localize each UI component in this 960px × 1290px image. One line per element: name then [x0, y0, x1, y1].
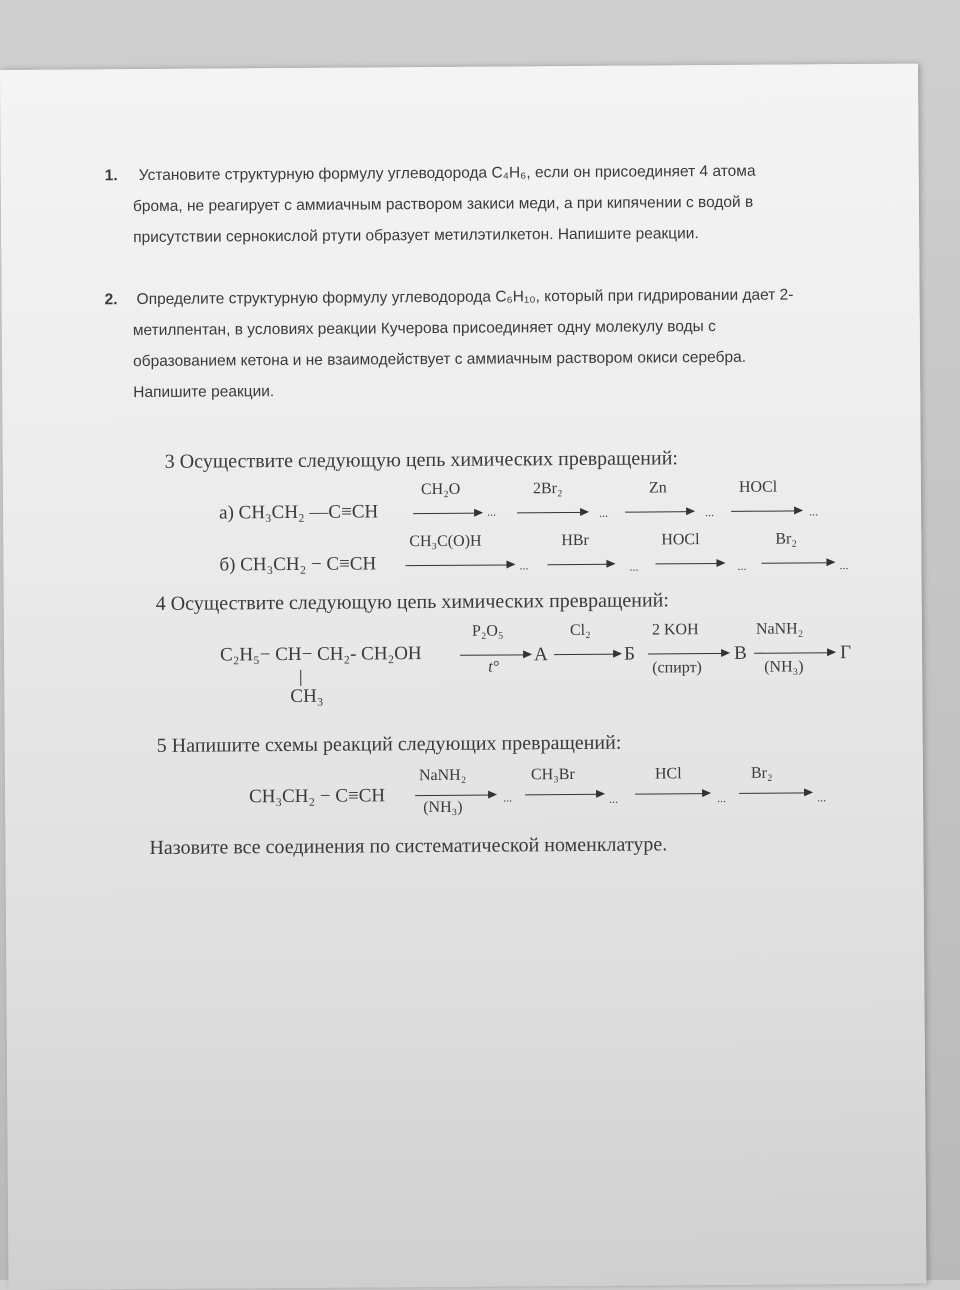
reagent-label: 2 KOH [651, 621, 699, 639]
ellipsis: ... [737, 558, 747, 573]
ellipsis: ... [717, 790, 727, 806]
reaction-arrow [731, 510, 801, 511]
product-d: Г [840, 642, 852, 664]
reaction-arrow [635, 793, 709, 795]
product-a: А [534, 644, 548, 666]
ellipsis: ... [503, 790, 513, 805]
reaction-arrow [517, 512, 587, 513]
question-2 [105, 286, 886, 421]
product-c: В [734, 642, 747, 664]
question-text-line: брома, не реагирует с аммиачным раствором закиси меди, а при кипячении с водой в [132, 193, 754, 216]
ellipsis: ... [809, 504, 819, 519]
ellipsis: ... [629, 559, 639, 574]
chain-start-compound: CH₃CH₂ − C≡CH [249, 785, 386, 808]
condition-label: (спирт) [652, 659, 702, 677]
question-4-heading: 4 Осуществите следующую цепь химических превращений: [155, 589, 669, 615]
branch-group: CH₃ [290, 685, 324, 707]
reagent-label: 2Br₂ [532, 480, 563, 498]
reagent-label: Cl₂ [569, 621, 591, 640]
reagent-label: P₂O₅ [471, 622, 504, 640]
ellipsis: ... [519, 558, 529, 573]
chain-b-start: б) CH₃CH₂ − C≡CH [219, 553, 377, 576]
reagent-label: Zn [648, 479, 667, 497]
question-5-heading: 5 Напишите схемы реакций следующих превращений: [156, 731, 622, 757]
reaction-arrow [554, 654, 620, 655]
product-b: Б [624, 643, 636, 665]
question-text-line: присутствии сернокислой ртути образует метилэтилкетон. Напишите реакции. [133, 225, 699, 247]
reagent-label: CH₃C(O)H [409, 532, 482, 551]
question-text-line: Определите структурную формулу углеводорода C₆H₁₀, который при гидрировании дает 2- [136, 286, 794, 309]
question-number: 1. [104, 167, 118, 185]
reaction-arrow [625, 511, 693, 512]
ellipsis: ... [487, 504, 497, 519]
worksheet-page [0, 64, 926, 1290]
reagent-label: CH₂O [420, 480, 461, 499]
reagent-label: HCl [654, 765, 682, 783]
reaction-arrow [739, 792, 811, 794]
reagent-label: Br₂ [775, 530, 797, 548]
question-1 [105, 162, 866, 267]
ellipsis: ... [609, 791, 619, 806]
reagent-label: HOCl [661, 531, 700, 549]
reagent-label: HOCl [738, 478, 778, 496]
ellipsis: ... [839, 558, 849, 573]
ellipsis: ... [599, 505, 609, 520]
question-3-heading: 3 Осуществите следующую цепь химических превращений: [164, 447, 678, 473]
reaction-arrow [754, 652, 834, 654]
reagent-label: NaNH₂ [418, 766, 467, 785]
reaction-arrow [648, 653, 728, 655]
reaction-arrow [655, 563, 723, 564]
reagent-label: HBr [561, 531, 589, 550]
question-text-line: Напишите реакции. [133, 383, 275, 402]
question-text-line: Установите структурную формулу углеводорода C₄H₆, если он присоединяет 4 атома [138, 162, 756, 185]
reagent-label: NaNH₂ [755, 620, 804, 638]
ellipsis: ... [817, 790, 827, 805]
question-text-line: метилпентан, в условиях реакции Кучерова присоединяет одну молекулу воды с [132, 318, 716, 340]
chain-a-start: а) CH₃CH₂ —C≡CH [219, 501, 379, 524]
condition-label: (NH₃) [423, 798, 463, 817]
reaction-arrow [415, 795, 495, 797]
reaction-arrow [405, 564, 513, 566]
reaction-arrow [547, 564, 613, 565]
reaction-arrow [525, 794, 603, 796]
chain-start-compound: C₂H₅− CH− CH₂- CH₂OH [220, 643, 422, 666]
reagent-label: CH₃Br [530, 766, 575, 784]
question-text-line: образованием кетона и не взаимодействует с аммиачным раствором окиси серебра. [132, 348, 747, 371]
reaction-arrow [460, 654, 530, 655]
footer-instruction: Назовите все соединения по систематической номенклатуре. [149, 833, 668, 859]
condition-label: t° [488, 658, 500, 676]
reaction-arrow [413, 513, 481, 514]
ellipsis: ... [705, 505, 715, 520]
branch-bond [300, 670, 301, 686]
reaction-arrow [761, 562, 833, 564]
condition-label: (NH₃) [764, 658, 804, 676]
question-number: 2. [104, 291, 118, 309]
reagent-label: Br₂ [750, 764, 773, 782]
